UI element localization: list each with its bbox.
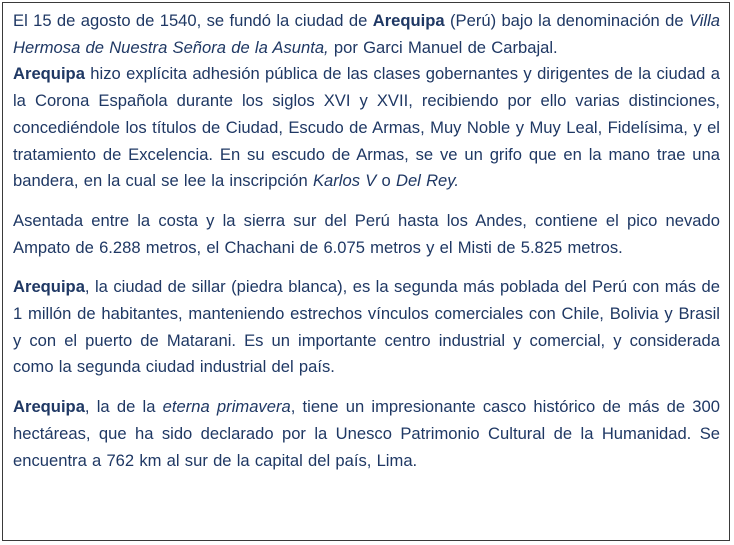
city-name: Arequipa: [13, 277, 85, 297]
inscription-del-rey: Del Rey.: [395, 171, 459, 191]
inscription-karlos: Karlos V: [312, 171, 377, 191]
founding-country: (Perú) bajo la denominación de: [444, 11, 689, 30]
original-city-name: Villa Hermosa de Nuestra Señora de la Asunta,: [13, 11, 721, 57]
heritage-text: , tiene un impresionante casco histórico de más de 300 hectáreas, que ha sido declarado por la Unesco Patrimonio Cultural de la Humanidad. Se encuentra a 762 km al sur de la capital del país, Lima.: [13, 397, 720, 470]
economy-text: , la ciudad de sillar (piedra blanca), es la segunda más poblada del Perú con más de 1 millón de habitantes, manteniendo estrechos vínculos comerciales con Chile, Bolivia y Brasil y con el puerto de Matarani. Es un importante centro industrial y comercial, y considerada como la segunda ciudad industrial del país.: [13, 277, 720, 377]
city-name: Arequipa: [372, 11, 445, 30]
paragraph-economy: [13, 274, 720, 381]
founding-intro: El 15 de agosto de 1540, se fundó la ciudad de: [13, 11, 373, 30]
paragraph-gap: [13, 381, 720, 394]
eternal-spring-epithet: eterna primavera: [162, 397, 291, 417]
geography-text: Asentada entre la costa y la sierra sur del Perú hasta los Andes, contiene el pico nevado Ampato de 6.288 metros, el Chachani de 6.075 metros y el Misti de 5.825 metros.: [13, 210, 720, 257]
city-name: Arequipa: [13, 397, 85, 417]
paragraph-heritage: [13, 394, 720, 474]
heritage-lead: , la de la: [84, 397, 163, 417]
city-name: Arequipa: [13, 64, 85, 84]
paragraph-gap: [13, 195, 720, 208]
paragraph-founding: [13, 8, 720, 61]
paragraph-crown-adhesion: [13, 61, 720, 195]
text-frame: [2, 2, 730, 541]
founder-name: por Garci Manuel de Carbajal.: [328, 37, 558, 57]
paragraph-geography: [13, 208, 720, 261]
inscription-connector: o: [376, 171, 396, 191]
adhesion-text: hizo explícita adhesión pública de las clases gobernantes y dirigentes de la ciudad a la Corona Española durante los siglos XVI y XVII, recibiendo por ello varias distinciones, concediéndole los títulos de Ciudad, Escudo de Armas, Muy Noble y Muy Leal, Fidelísima, y el tratamiento de Excelencia. En su escudo de Armas, se ve un grifo que en la mano trae una bandera, en la cual se lee la inscripción: [13, 64, 720, 191]
paragraph-gap: [13, 261, 720, 274]
